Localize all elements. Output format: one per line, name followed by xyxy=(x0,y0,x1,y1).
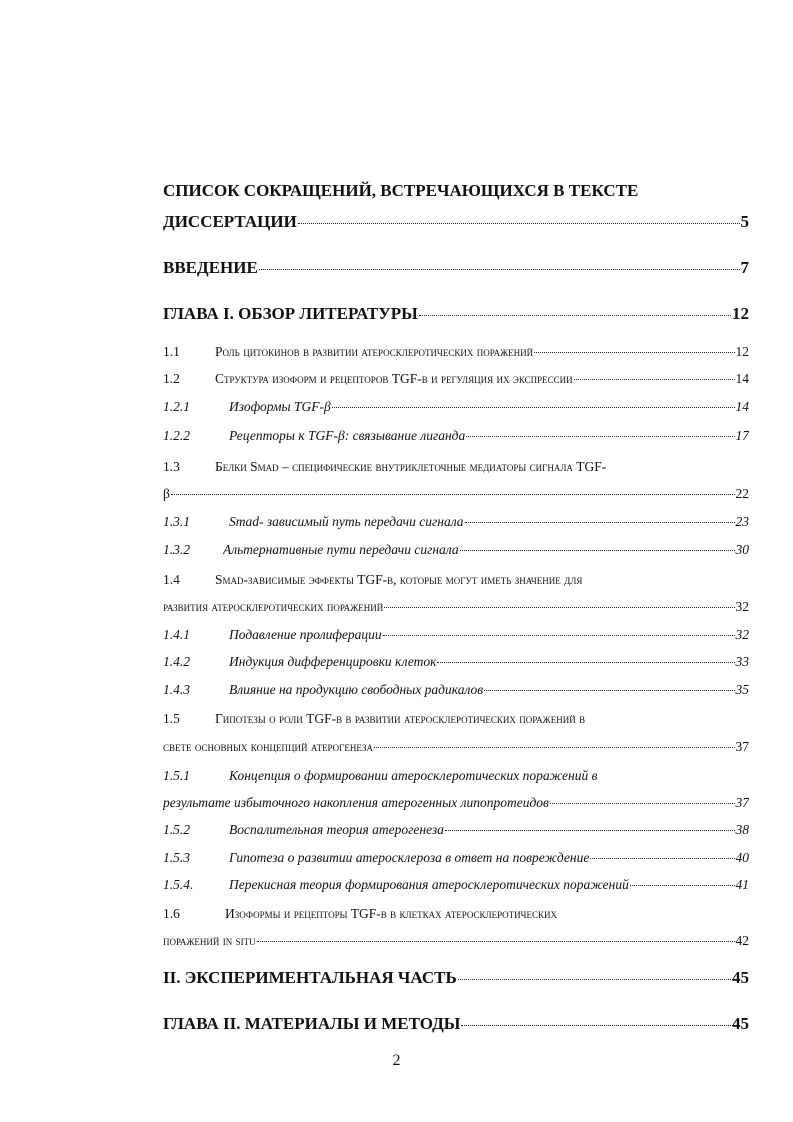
toc-entry-abbreviations-line1 xyxy=(163,179,749,203)
toc-title: Изоформы TGF-β xyxy=(229,399,331,414)
toc-entry-introduction[interactable] xyxy=(163,256,749,280)
toc-title: Гипотезы о роли TGF-β в развитии атеросклеротических поражений в xyxy=(215,711,586,726)
toc-title: Концепция о формировании атеросклеротических поражений в xyxy=(229,768,598,783)
toc-number: 1.4 xyxy=(163,572,180,587)
toc-title: Белки Smad – специфические внутриклеточные медиаторы сигнала TGF- xyxy=(215,459,607,474)
leader-dots xyxy=(466,434,734,437)
toc-page: 41 xyxy=(735,877,749,892)
toc-entry-chapter-1[interactable] xyxy=(163,302,749,326)
toc-page: 23 xyxy=(735,514,749,529)
toc-page: 35 xyxy=(735,682,749,697)
toc-title: Влияние на продукцию свободных радикалов xyxy=(229,682,484,697)
toc-title: Smad-зависимые эффекты TGF-β, которые могут иметь значение для xyxy=(215,572,583,587)
toc-page: 30 xyxy=(735,542,749,557)
toc-number: 1.5.2 xyxy=(163,822,190,837)
leader-dots xyxy=(259,267,740,270)
toc-title: Индукция дифференцировки клеток xyxy=(229,654,437,669)
toc-entry-1-2-2[interactable] xyxy=(163,424,749,448)
toc-page: 14 xyxy=(735,371,749,386)
leader-dots xyxy=(590,856,734,859)
toc-title: развития атеросклеротических поражений xyxy=(163,599,384,614)
leader-dots xyxy=(298,221,740,224)
toc-entry-1-1[interactable] xyxy=(163,340,749,364)
toc-entry-1-5-3[interactable] xyxy=(163,846,749,870)
toc-title: Воспалительная теория атерогенеза xyxy=(229,822,444,837)
leader-dots xyxy=(383,633,735,636)
toc-title: β xyxy=(163,486,170,501)
toc-number: 1.5.3 xyxy=(163,850,190,865)
toc-page: 7 xyxy=(740,258,749,277)
toc-page: 22 xyxy=(735,486,749,501)
leader-dots xyxy=(374,745,735,748)
toc-number: 1.5.1 xyxy=(163,768,190,783)
toc-entry-1-2-1[interactable] xyxy=(163,395,749,419)
toc-entry-1-6[interactable] xyxy=(163,929,749,953)
toc-number: 1.4.1 xyxy=(163,627,190,642)
toc-entry-1-4-1[interactable] xyxy=(163,623,749,647)
leader-dots xyxy=(574,377,735,380)
toc-number: 1.2.1 xyxy=(163,399,190,414)
toc-page: 32 xyxy=(735,627,749,642)
toc-entry-1-3-2[interactable] xyxy=(163,538,749,562)
leader-dots xyxy=(437,660,734,663)
toc-entry-part-2[interactable] xyxy=(163,966,749,990)
leader-dots xyxy=(465,520,735,523)
toc-entry-1-4-line1 xyxy=(163,568,749,592)
toc-page: 37 xyxy=(735,795,749,810)
toc-entry-1-5[interactable] xyxy=(163,735,749,759)
toc-title: Подавление пролиферации xyxy=(229,627,382,642)
toc-entry-1-5-1-line1 xyxy=(163,764,749,788)
leader-dots xyxy=(460,548,735,551)
toc-entry-chapter-2[interactable] xyxy=(163,1012,749,1036)
page-number: 2 xyxy=(392,1052,401,1069)
leader-dots xyxy=(171,492,735,495)
toc-entry-1-4-3[interactable] xyxy=(163,678,749,702)
toc-title: Структура изоформ и рецепторов TGF-β и регуляция их экспрессии xyxy=(215,371,573,386)
toc-entry-1-3-1[interactable] xyxy=(163,510,749,534)
toc-page: 42 xyxy=(735,933,749,948)
toc-entry-1-4[interactable] xyxy=(163,595,749,619)
toc-number: 1.4.2 xyxy=(163,654,190,669)
leader-dots xyxy=(550,801,735,804)
toc-title: поражений in situ xyxy=(163,933,256,948)
leader-dots xyxy=(534,350,734,353)
toc-number: 1.2 xyxy=(163,371,180,386)
toc-page: 32 xyxy=(735,599,749,614)
toc-entry-1-4-2[interactable] xyxy=(163,650,749,674)
leader-dots xyxy=(630,883,735,886)
toc-entry-1-5-4[interactable] xyxy=(163,873,749,897)
toc-title: Роль цитокинов в развитии атеросклеротических поражений xyxy=(215,344,534,359)
toc-number: 1.2.2 xyxy=(163,428,190,443)
leader-dots xyxy=(484,688,734,691)
toc-number: 1.1 xyxy=(163,344,180,359)
toc-page: 17 xyxy=(735,428,749,443)
toc-title: Гипотеза о развитии атеросклероза в ответ на повреждение xyxy=(229,850,590,865)
toc-title: Перекисная теория формирования атеросклеротических поражений xyxy=(229,877,629,892)
toc-entry-1-5-line1 xyxy=(163,707,749,731)
toc-title: ГЛАВА II. МАТЕРИАЛЫ И МЕТОДЫ xyxy=(163,1014,461,1033)
toc-page: 12 xyxy=(732,304,749,323)
toc-title: СПИСОК СОКРАЩЕНИЙ, ВСТРЕЧАЮЩИХСЯ В ТЕКСТЕ xyxy=(163,181,639,200)
toc-page: 33 xyxy=(735,654,749,669)
toc-page: 14 xyxy=(735,399,749,414)
leader-dots xyxy=(461,1023,731,1026)
toc-title: результате избыточного накопления атерогенных липопротеидов xyxy=(163,795,549,810)
toc-page: 5 xyxy=(740,212,749,231)
toc-entry-1-5-1[interactable] xyxy=(163,791,749,815)
leader-dots xyxy=(257,939,735,942)
toc-page: 45 xyxy=(732,968,749,987)
toc-entry-abbreviations[interactable] xyxy=(163,210,749,234)
toc-title: II. ЭКСПЕРИМЕНТАЛЬНАЯ ЧАСТЬ xyxy=(163,968,457,987)
leader-dots xyxy=(458,977,731,980)
toc-page: 37 xyxy=(735,739,749,754)
toc-page: 40 xyxy=(735,850,749,865)
leader-dots xyxy=(384,605,734,608)
toc-entry-1-3-line1 xyxy=(163,455,749,479)
toc-number: 1.5 xyxy=(163,711,180,726)
toc-title: ВВЕДЕНИЕ xyxy=(163,258,258,277)
toc-entry-1-3[interactable] xyxy=(163,482,749,506)
toc-title: Рецепторы к TGF-β: связывание лиганда xyxy=(229,428,466,443)
toc-title: ГЛАВА I. ОБЗОР ЛИТЕРАТУРЫ xyxy=(163,304,418,323)
toc-page: 12 xyxy=(735,344,749,359)
toc-title: свете основных концепций атерогенеза xyxy=(163,739,373,754)
toc-number: 1.6 xyxy=(163,906,180,921)
toc-number: 1.5.4. xyxy=(163,877,194,892)
toc-entry-1-6-line1 xyxy=(163,902,749,926)
toc-page: 38 xyxy=(735,822,749,837)
toc-number: 1.4.3 xyxy=(163,682,190,697)
toc-number: 1.3.2 xyxy=(163,542,190,557)
leader-dots xyxy=(445,828,735,831)
toc-entry-1-5-2[interactable] xyxy=(163,818,749,842)
toc-title: Smad- зависимый путь передачи сигнала xyxy=(229,514,464,529)
toc-title: Изоформы и рецепторы TGF-β в клетках атеросклеротических xyxy=(225,906,558,921)
toc-page: 45 xyxy=(732,1014,749,1033)
toc-title: ДИССЕРТАЦИИ xyxy=(163,212,297,231)
toc-number: 1.3 xyxy=(163,459,180,474)
leader-dots xyxy=(332,405,735,408)
toc-title: Альтернативные пути передачи сигнала xyxy=(223,542,459,557)
toc-entry-1-2[interactable] xyxy=(163,367,749,391)
toc-number: 1.3.1 xyxy=(163,514,190,529)
leader-dots xyxy=(419,313,731,316)
